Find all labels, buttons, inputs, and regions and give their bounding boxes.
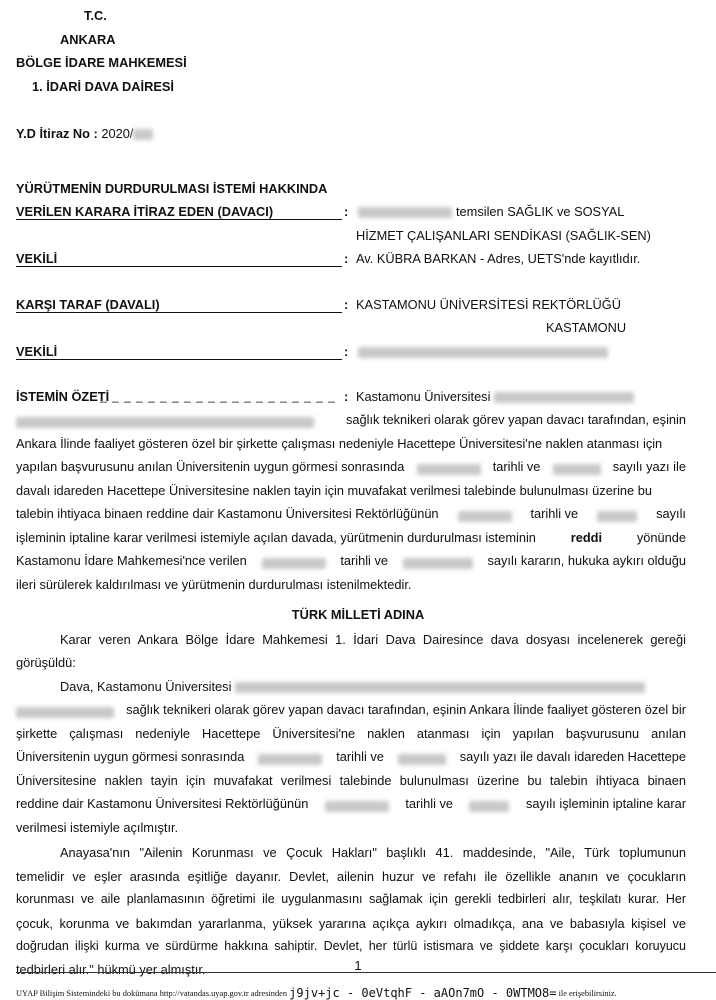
plaintiff-line-1: temsilen SAĞLIK ve SOSYAL: [456, 204, 625, 219]
intro-line: Karar veren Ankara Bölge İdare Mahkemesi 1. İdari Dava Dairesince dava dosyası incelenerek gereği: [60, 632, 686, 647]
redacted-attorney: [358, 347, 608, 358]
plaintiff-attorney-value: Av. KÜBRA BARKAN - Adres, UETS'nde kayıtlıdır.: [356, 251, 641, 266]
defendant-line-1: KASTAMONU ÜNİVERSİTESİ REKTÖRLÜĞÜ: [356, 297, 621, 312]
redacted-text: [262, 558, 326, 569]
footer-suffix: ile erişebilirsiniz.: [558, 989, 617, 998]
document-title: TÜRK MİLLETİ ADINA: [291, 607, 425, 622]
redacted-text: [133, 129, 153, 140]
redacted-text: [494, 392, 634, 403]
plaintiff-attorney-label: VEKİLİ: [16, 251, 58, 266]
footer-rule: [16, 972, 716, 973]
case-line: Üniversitesine naklen tayin için muvafakat verilmesi talebinde bulunulması üzerine bu talebin ihtiyaca binaen: [16, 773, 686, 788]
redacted-name: [358, 207, 452, 218]
underline: [16, 219, 342, 220]
const-line: Anayasa'nın "Ailenin Korunması ve Çocuk Hakları" başlıklı 41. maddesinde, "Aile, Türk toplumunun: [60, 845, 686, 860]
const-line: korunması ve aile planlamasının öğretimi ile uygulanmasını sağlamak için gerekli tedbirleri alır, teşkilatı kurar. Her: [16, 892, 686, 906]
case-line: sağlık teknikeri olarak görev yapan davacı tarafından, eşinin Ankara İlinde faaliyet gösteren özel bir: [16, 702, 686, 718]
summary-line: ileri sürülerek kaldırılması ve yürütmenin durdurulması istenilmektedir.: [16, 577, 412, 592]
summary-line: işleminin iptaline karar verilmesi istemiyle açılan davada, yürütmenin durdurulması isteminin reddi yönünde: [16, 530, 686, 545]
summary-line: Kastamonu Üniversitesi: [356, 389, 634, 404]
redacted-text: [458, 511, 512, 522]
colon: :: [344, 204, 349, 219]
summary-line: Ankara İlinde faaliyet gösteren özel bir şirkette çalışması nedeniyle Hacettepe Üniversitesi'ne naklen atanması için: [16, 436, 663, 451]
summary-line: talebin ihtiyaca binaen reddine dair Kastamonu Üniversitesi Rektörlüğünün tarihli ve sayılı: [16, 506, 686, 521]
underline: [16, 312, 342, 313]
summary-label: İSTEMİN ÖZETİ: [16, 389, 110, 404]
case-line: şirkette çalışması nedeniyle Hacettepe Üniversitesi'ne naklen atanması için yapılan başvurusunu anılan: [16, 726, 686, 741]
redacted-text: [235, 682, 645, 693]
colon: :: [344, 344, 349, 359]
defendant-attorney-label: VEKİLİ: [16, 344, 58, 359]
header-court: BÖLGE İDARE MAHKEMESİ: [16, 55, 187, 70]
const-line: temelidir ve eşler arasında eşitliğe dayanır. Devlet, ailenin huzur ve refahı ile özellikle ananın ve çocukların: [16, 869, 686, 884]
underline: [16, 266, 342, 267]
redacted-text: [398, 754, 446, 765]
case-line: reddine dair Kastamonu Üniversitesi Rektörlüğünün tarihli ve sayılı işleminin iptaline karar: [16, 796, 686, 811]
redacted-text: [258, 754, 322, 765]
summary-line: Kastamonu İdare Mahkemesi'nce verilen tarihli ve sayılı kararın, hukuka aykırı olduğu: [16, 553, 686, 568]
case-number-value: 2020/: [101, 126, 134, 141]
const-line: tedbirleri alır." hükmü yer almıştır.: [16, 962, 206, 977]
footer-text: UYAP Bilişim Sistemindeki bu dokümana http://vatandas.uyap.gov.tr adresinden: [16, 989, 288, 998]
colon: :: [344, 297, 349, 312]
case-number: [16, 126, 153, 141]
page-number: 1: [354, 958, 362, 973]
case-line: Dava, Kastamonu Üniversitesi: [60, 679, 645, 694]
redacted-text: [553, 464, 601, 475]
header-city: ANKARA: [60, 32, 116, 47]
redacted-text: [403, 558, 473, 569]
case-line: Üniversitenin uygun görmesi sonrasında tarihli ve sayılı yazı ile davalı idareden Hacettepe: [16, 749, 686, 764]
summary-line: sağlık teknikeri olarak görev yapan davacı tarafından, eşinin: [16, 412, 686, 428]
redacted-text: [469, 801, 509, 812]
header-tc: T.C.: [84, 8, 107, 23]
dash-leader: _ _ _ _ _ _ _ _ _ _ _ _ _ _ _ _ _ _ _ _: [100, 389, 336, 403]
plaintiff-line-2: HİZMET ÇALIŞANLARI SENDİKASI (SAĞLIK-SEN): [356, 228, 651, 243]
defendant-label: KARŞI TARAF (DAVALI): [16, 297, 160, 312]
redacted-text: [16, 707, 114, 718]
footer: [16, 986, 617, 1000]
header-chamber: 1. İDARİ DAVA DAİRESİ: [32, 79, 174, 94]
subject-heading: YÜRÜTMENİN DURDURULMASI İSTEMİ HAKKINDA: [16, 181, 328, 196]
plaintiff-label: VERİLEN KARARA İTİRAZ EDEN (DAVACI): [16, 204, 274, 219]
case-line: verilmesi istemiyle açılmıştır.: [16, 820, 179, 835]
redacted-text: [417, 464, 481, 475]
redacted-text: [325, 801, 389, 812]
defendant-line-2: KASTAMONU: [546, 320, 627, 335]
summary-line: yapılan başvurusunu anılan Üniversitenin uygun görmesi sonrasında tarihli ve sayılı yazı ile: [16, 459, 686, 474]
case-number-label: Y.D İtiraz No :: [16, 126, 98, 141]
const-line: çocuk, korunma ve bakımdan yararlanma, yüksek yararına açıkça aykırı olmadıkça, ana ve babasıyla kişisel ve: [16, 916, 686, 931]
colon: :: [344, 389, 349, 404]
colon: :: [344, 251, 349, 266]
underline: [16, 359, 342, 360]
summary-line: davalı idareden Hacettepe Üniversitesine naklen tayin için muvafakat verilmesi talebinde bulunulması üzerine bu: [16, 483, 652, 498]
const-line: doğrudan ilişki kurma ve sürdürme hakkına sahiptir. Devlet, her türlü istismara ve şiddete karşı çocukları koruyucu: [16, 939, 686, 953]
intro-line: görüşüldü:: [16, 655, 76, 670]
redacted-text: [597, 511, 637, 522]
footer-code: j9jv+jc - 0eVtqhF - aAOn7mO - 0WTMO8=: [289, 986, 557, 1000]
redacted-text: [16, 417, 314, 428]
